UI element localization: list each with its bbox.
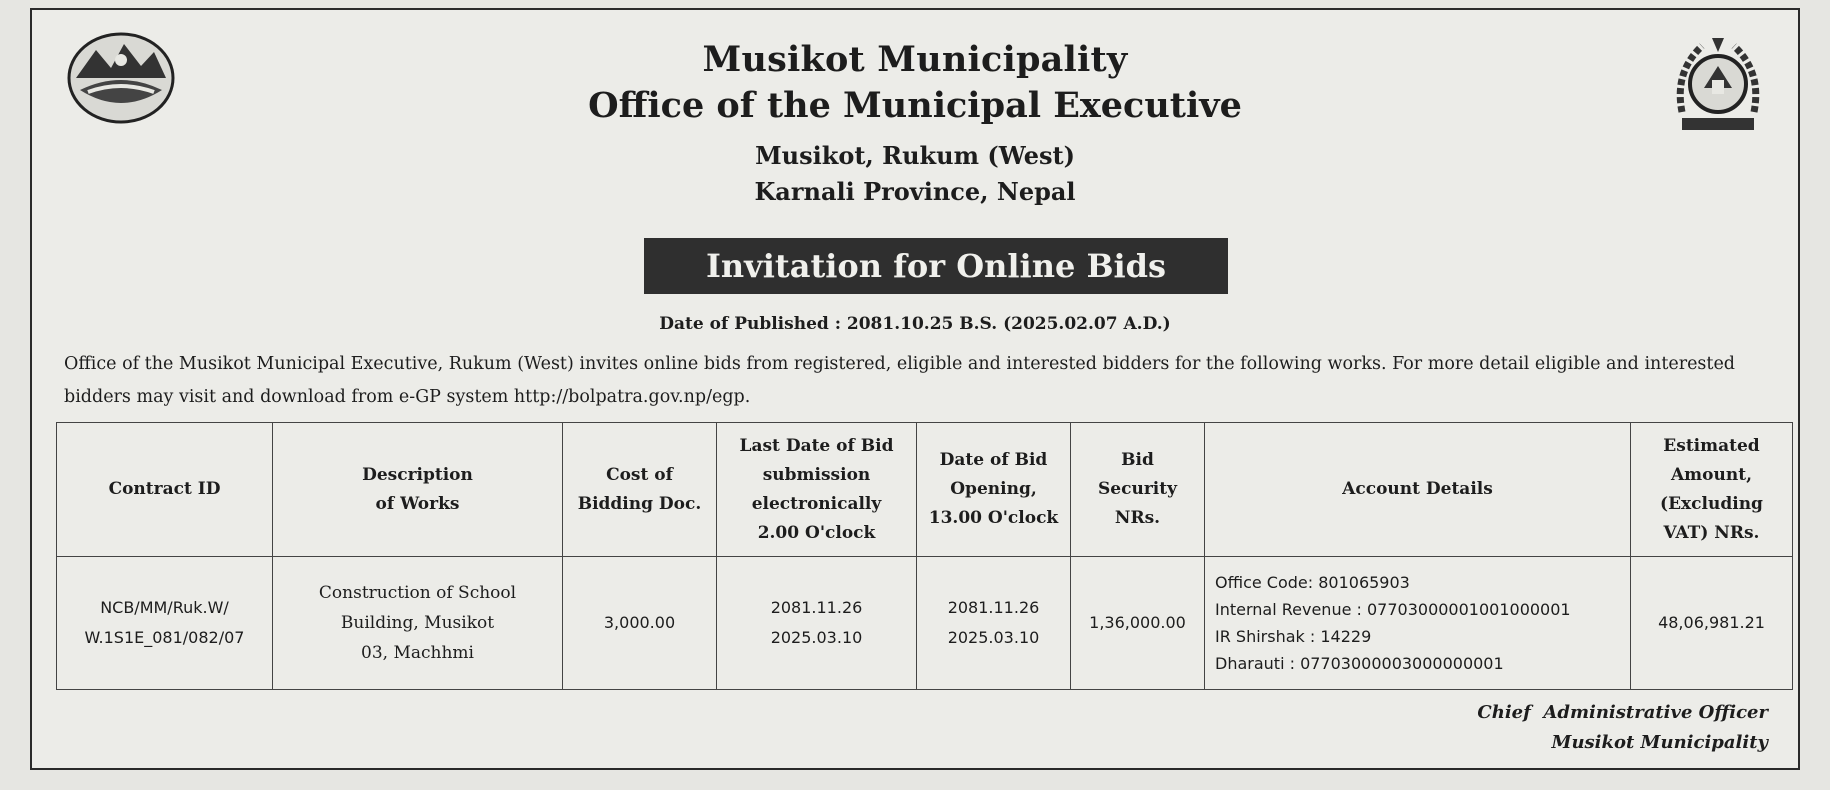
- header-account-details: Account Details: [1205, 423, 1631, 557]
- notice-frame: [30, 8, 1800, 770]
- header-estimated-amount: Estimated Amount, (Excluding VAT) NRs.: [1631, 423, 1793, 557]
- municipality-name: Musikot Municipality: [702, 39, 1128, 80]
- signatory-title: Chief Administrative Officer: [1477, 702, 1768, 723]
- table-header-row: [57, 423, 1793, 557]
- bid-security-cell: 1,36,000.00: [1071, 557, 1205, 690]
- published-date: Date of Published : 2081.10.25 B.S. (2025.02.07 A.D.): [659, 314, 1171, 334]
- office-name: Office of the Municipal Executive: [588, 85, 1242, 126]
- estimated-amount-cell: 48,06,981.21: [1631, 557, 1793, 690]
- header-description: Description of Works: [273, 423, 563, 557]
- signatory-org: Musikot Municipality: [1551, 732, 1768, 753]
- header-contract-id: Contract ID: [57, 423, 273, 557]
- notice-title: Invitation for Online Bids: [644, 238, 1228, 294]
- table-row: [57, 557, 1793, 690]
- cost-cell: 3,000.00: [563, 557, 717, 690]
- contract-id-cell: NCB/MM/Ruk.W/ W.1S1E_081/082/07: [57, 557, 273, 690]
- header-opening-date: Date of Bid Opening, 13.00 O'clock: [917, 423, 1071, 557]
- intro-paragraph: Office of the Musikot Municipal Executive, Rukum (West) invites online bids from registered, eligible and interested bidders for the following works. For more detail eligible and interested bidders may visit and download from e-GP system http://bolpatra.gov.np/egp.: [64, 354, 1736, 407]
- account-details-cell: Office Code: 801065903 Internal Revenue : 07703000001001000001 IR Shirshak : 14229 Dharauti : 07703000003000000001: [1205, 557, 1631, 690]
- signature-block: [1477, 698, 1768, 758]
- bids-table: [56, 422, 1793, 690]
- header-bid-security: Bid Security NRs.: [1071, 423, 1205, 557]
- header-cost: Cost of Bidding Doc.: [563, 423, 717, 557]
- office-address: Musikot, Rukum (West): [755, 141, 1075, 170]
- last-date-cell: 2081.11.26 2025.03.10: [717, 557, 917, 690]
- header-last-date: Last Date of Bid submission electronically 2.00 O'clock: [717, 423, 917, 557]
- description-cell: Construction of School Building, Musikot 03, Machhmi: [273, 557, 563, 690]
- opening-date-cell: 2081.11.26 2025.03.10: [917, 557, 1071, 690]
- letterhead: [32, 38, 1798, 210]
- province-address: Karnali Province, Nepal: [754, 177, 1076, 206]
